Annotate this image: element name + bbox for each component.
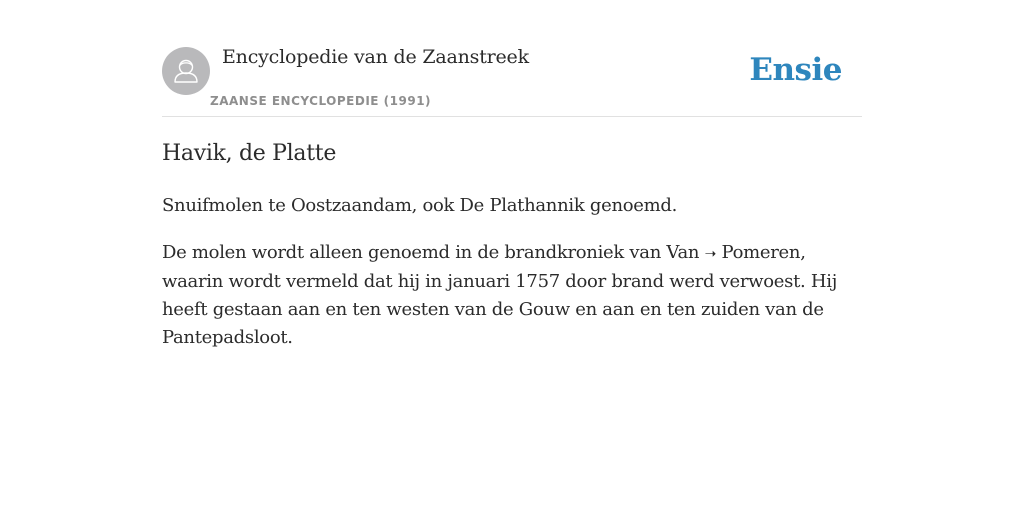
paragraph-2-text-after: , waarin wordt vermeld dat hij in januari 1757 door brand werd verwoest. Hij heeft gestaan aan en ten westen van de Gouw en aan en ten zuiden van de Pantepadsloot. xyxy=(162,242,837,348)
brand-logo[interactable]: Ensie xyxy=(749,52,842,88)
cross-reference-link-pomeren[interactable]: Pomeren xyxy=(721,242,801,263)
cross-reference-arrow-icon: ➝ xyxy=(704,246,717,262)
site-subtitle: ZAANSE ENCYCLOPEDIE (1991) xyxy=(210,94,432,108)
article xyxy=(162,138,862,352)
article-paragraph-1: Snuifmolen te Oostzaandam, ook De Plathannik genoemd. xyxy=(162,195,678,216)
user-icon xyxy=(162,47,210,95)
site-title[interactable]: Encyclopedie van de Zaanstreek xyxy=(222,46,529,68)
avatar[interactable] xyxy=(162,47,210,95)
article-title: Havik, de Platte xyxy=(162,141,337,166)
paragraph-2-text-before: De molen wordt alleen genoemd in de brandkroniek van Van xyxy=(162,242,705,263)
header xyxy=(162,40,862,117)
article-paragraph-2 xyxy=(162,239,862,352)
